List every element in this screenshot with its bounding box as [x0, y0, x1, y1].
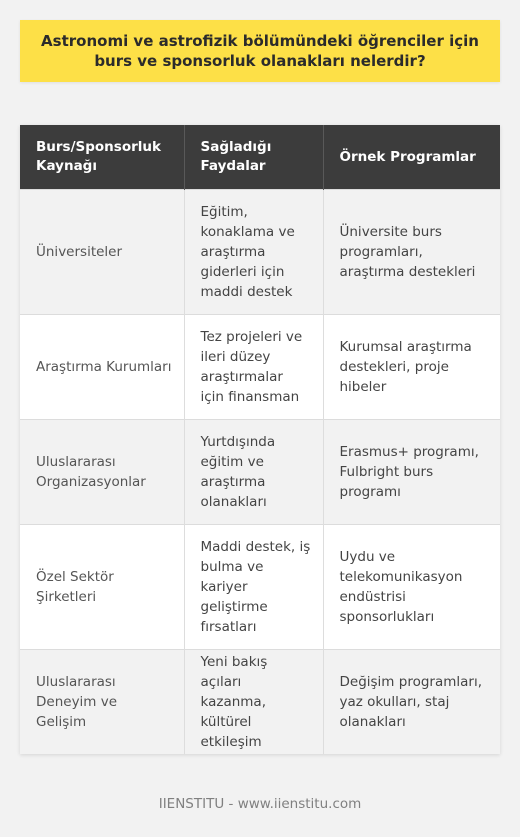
- table-row: [20, 420, 500, 525]
- table-row: [20, 190, 500, 315]
- table-cell-examples: Değişim programları, yaz okulları, staj olanakları: [323, 650, 500, 755]
- table-cell-source: Araştırma Kurumları: [20, 315, 184, 420]
- table-row: [20, 650, 500, 755]
- footer-credit: IIENSTITU - www.iienstitu.com: [158, 796, 362, 812]
- title-banner: [20, 20, 500, 82]
- table-cell-source: Özel Sektör Şirketleri: [20, 525, 184, 650]
- table-cell-benefits: Yeni bakış açıları kazanma, kültürel etkileşim: [184, 650, 323, 755]
- table-cell-benefits: Tez projeleri ve ileri düzey araştırmalar için finansman: [184, 315, 323, 420]
- table-cell-examples: Erasmus+ programı, Fulbright burs programı: [323, 420, 500, 525]
- page-title: Astronomi ve astrofizik bölümündeki öğrenciler için burs ve sponsorluk olanakları nelerdir?: [41, 32, 479, 70]
- table-row: [20, 315, 500, 420]
- table-cell-benefits: Yurtdışında eğitim ve araştırma olanakları: [184, 420, 323, 525]
- column-header-source: Burs/Sponsorluk Kaynağı: [20, 125, 184, 190]
- table-cell-examples: Uydu ve telekomunikasyon endüstrisi sponsorlukları: [323, 525, 500, 650]
- table-cell-source: Üniversiteler: [20, 190, 184, 315]
- table-header-row: [20, 125, 500, 190]
- column-header-benefits: Sağladığı Faydalar: [184, 125, 323, 190]
- table-cell-source: Uluslararası Deneyim ve Gelişim: [20, 650, 184, 755]
- table-cell-benefits: Eğitim, konaklama ve araştırma giderleri için maddi destek: [184, 190, 323, 315]
- column-header-examples: Örnek Programlar: [323, 125, 500, 190]
- scholarship-table: [20, 125, 500, 754]
- table-cell-examples: Kurumsal araştırma destekleri, proje hibeler: [323, 315, 500, 420]
- table-row: [20, 525, 500, 650]
- table-cell-examples: Üniversite burs programları, araştırma destekleri: [323, 190, 500, 315]
- table-cell-benefits: Maddi destek, iş bulma ve kariyer geliştirme fırsatları: [184, 525, 323, 650]
- table-cell-source: Uluslararası Organizasyonlar: [20, 420, 184, 525]
